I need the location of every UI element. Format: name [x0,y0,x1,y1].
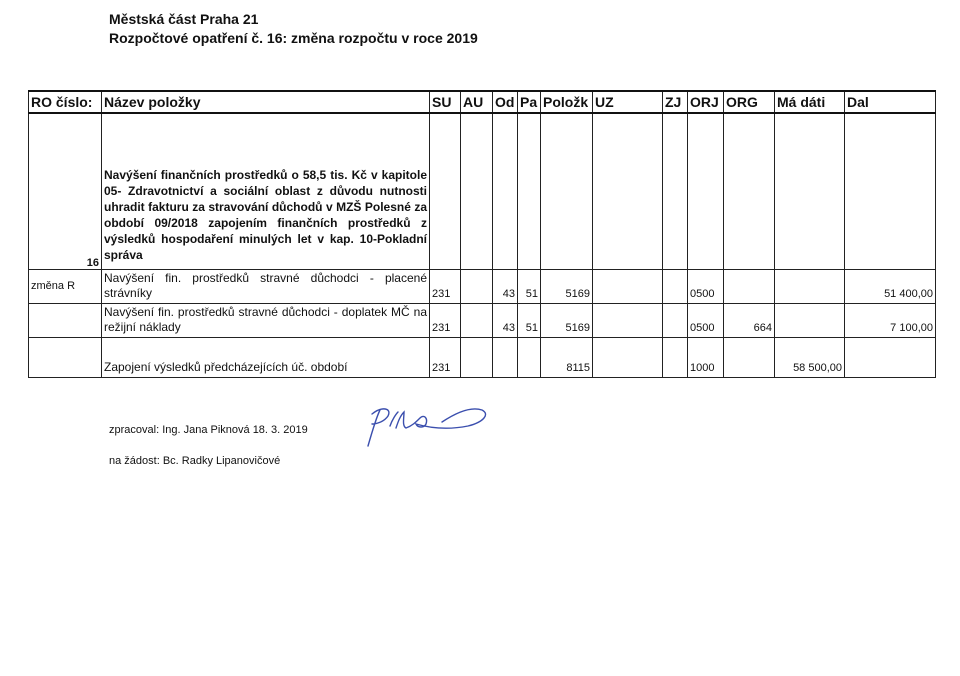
col-orj: ORJ [688,91,724,113]
row-nazev: Navýšení fin. prostředků stravné důchodci - doplatek MČ na režijní náklady [102,303,430,337]
row-polozka: 5169 [541,269,593,303]
row-dal [845,337,936,377]
row-dal: 7 100,00 [845,303,936,337]
row-au [461,337,493,377]
col-au: AU [461,91,493,113]
document-title: Městská část Praha 21 [109,11,259,27]
row-pa [518,337,541,377]
row-uz [593,303,663,337]
row-au [461,269,493,303]
col-uz: UZ [593,91,663,113]
row-ma-dati [775,269,845,303]
row-zj [663,303,688,337]
col-od: Od [493,91,518,113]
row-orj: 0500 [688,269,724,303]
document-subtitle: Rozpočtové opatření č. 16: změna rozpočtu v roce 2019 [109,30,478,46]
row-zj [663,337,688,377]
row-pa: 51 [518,269,541,303]
row-zj [663,269,688,303]
row-od: 43 [493,303,518,337]
ro-description: Navýšení finančních prostředků o 58,5 tis. Kč v kapitole 05- Zdravotnictví a sociální oblast z důvodu nutnosti uhradit fakturu za stravování důchodů v MZŠ Polesné za období 09/2018 zapojením finančních prostředků z výsledků hospodaření minulých let v kap. 10-Pokladní správa [102,113,430,269]
col-ma-dati: Má dáti [775,91,845,113]
row-su: 231 [430,337,461,377]
table-row [29,303,936,337]
row-org: 664 [724,303,775,337]
prepared-by: zpracoval: Ing. Jana Piknová 18. 3. 2019 [109,424,308,436]
row-orj: 1000 [688,337,724,377]
row-od [493,337,518,377]
table-row [29,337,936,377]
description-row [29,113,936,269]
col-polozka: Položk [541,91,593,113]
row-uz [593,269,663,303]
col-ro-cislo: RO číslo: [29,91,102,113]
row-orj: 0500 [688,303,724,337]
row-polozka: 8115 [541,337,593,377]
change-label: změna R [29,269,102,303]
table-row [29,269,936,303]
row-ma-dati [775,303,845,337]
col-zj: ZJ [663,91,688,113]
row-org [724,269,775,303]
col-org: ORG [724,91,775,113]
row-su: 231 [430,303,461,337]
row-nazev: Navýšení fin. prostředků stravné důchodci - placené strávníky [102,269,430,303]
row-polozka: 5169 [541,303,593,337]
col-nazev-polozky: Název položky [102,91,430,113]
budget-table [28,90,936,378]
row-ma-dati: 58 500,00 [775,337,845,377]
ro-number: 16 [29,113,102,269]
signature-image [358,402,498,452]
col-dal: Dal [845,91,936,113]
row-au [461,303,493,337]
row-nazev: Zapojení výsledků předcházejících úč. období [102,337,430,377]
row-su: 231 [430,269,461,303]
row-pa: 51 [518,303,541,337]
row-dal: 51 400,00 [845,269,936,303]
row-uz [593,337,663,377]
row-org [724,337,775,377]
col-su: SU [430,91,461,113]
col-pa: Pa [518,91,541,113]
row-od: 43 [493,269,518,303]
requested-by: na žádost: Bc. Radky Lipanovičové [109,455,281,467]
table-header-row [29,91,936,113]
